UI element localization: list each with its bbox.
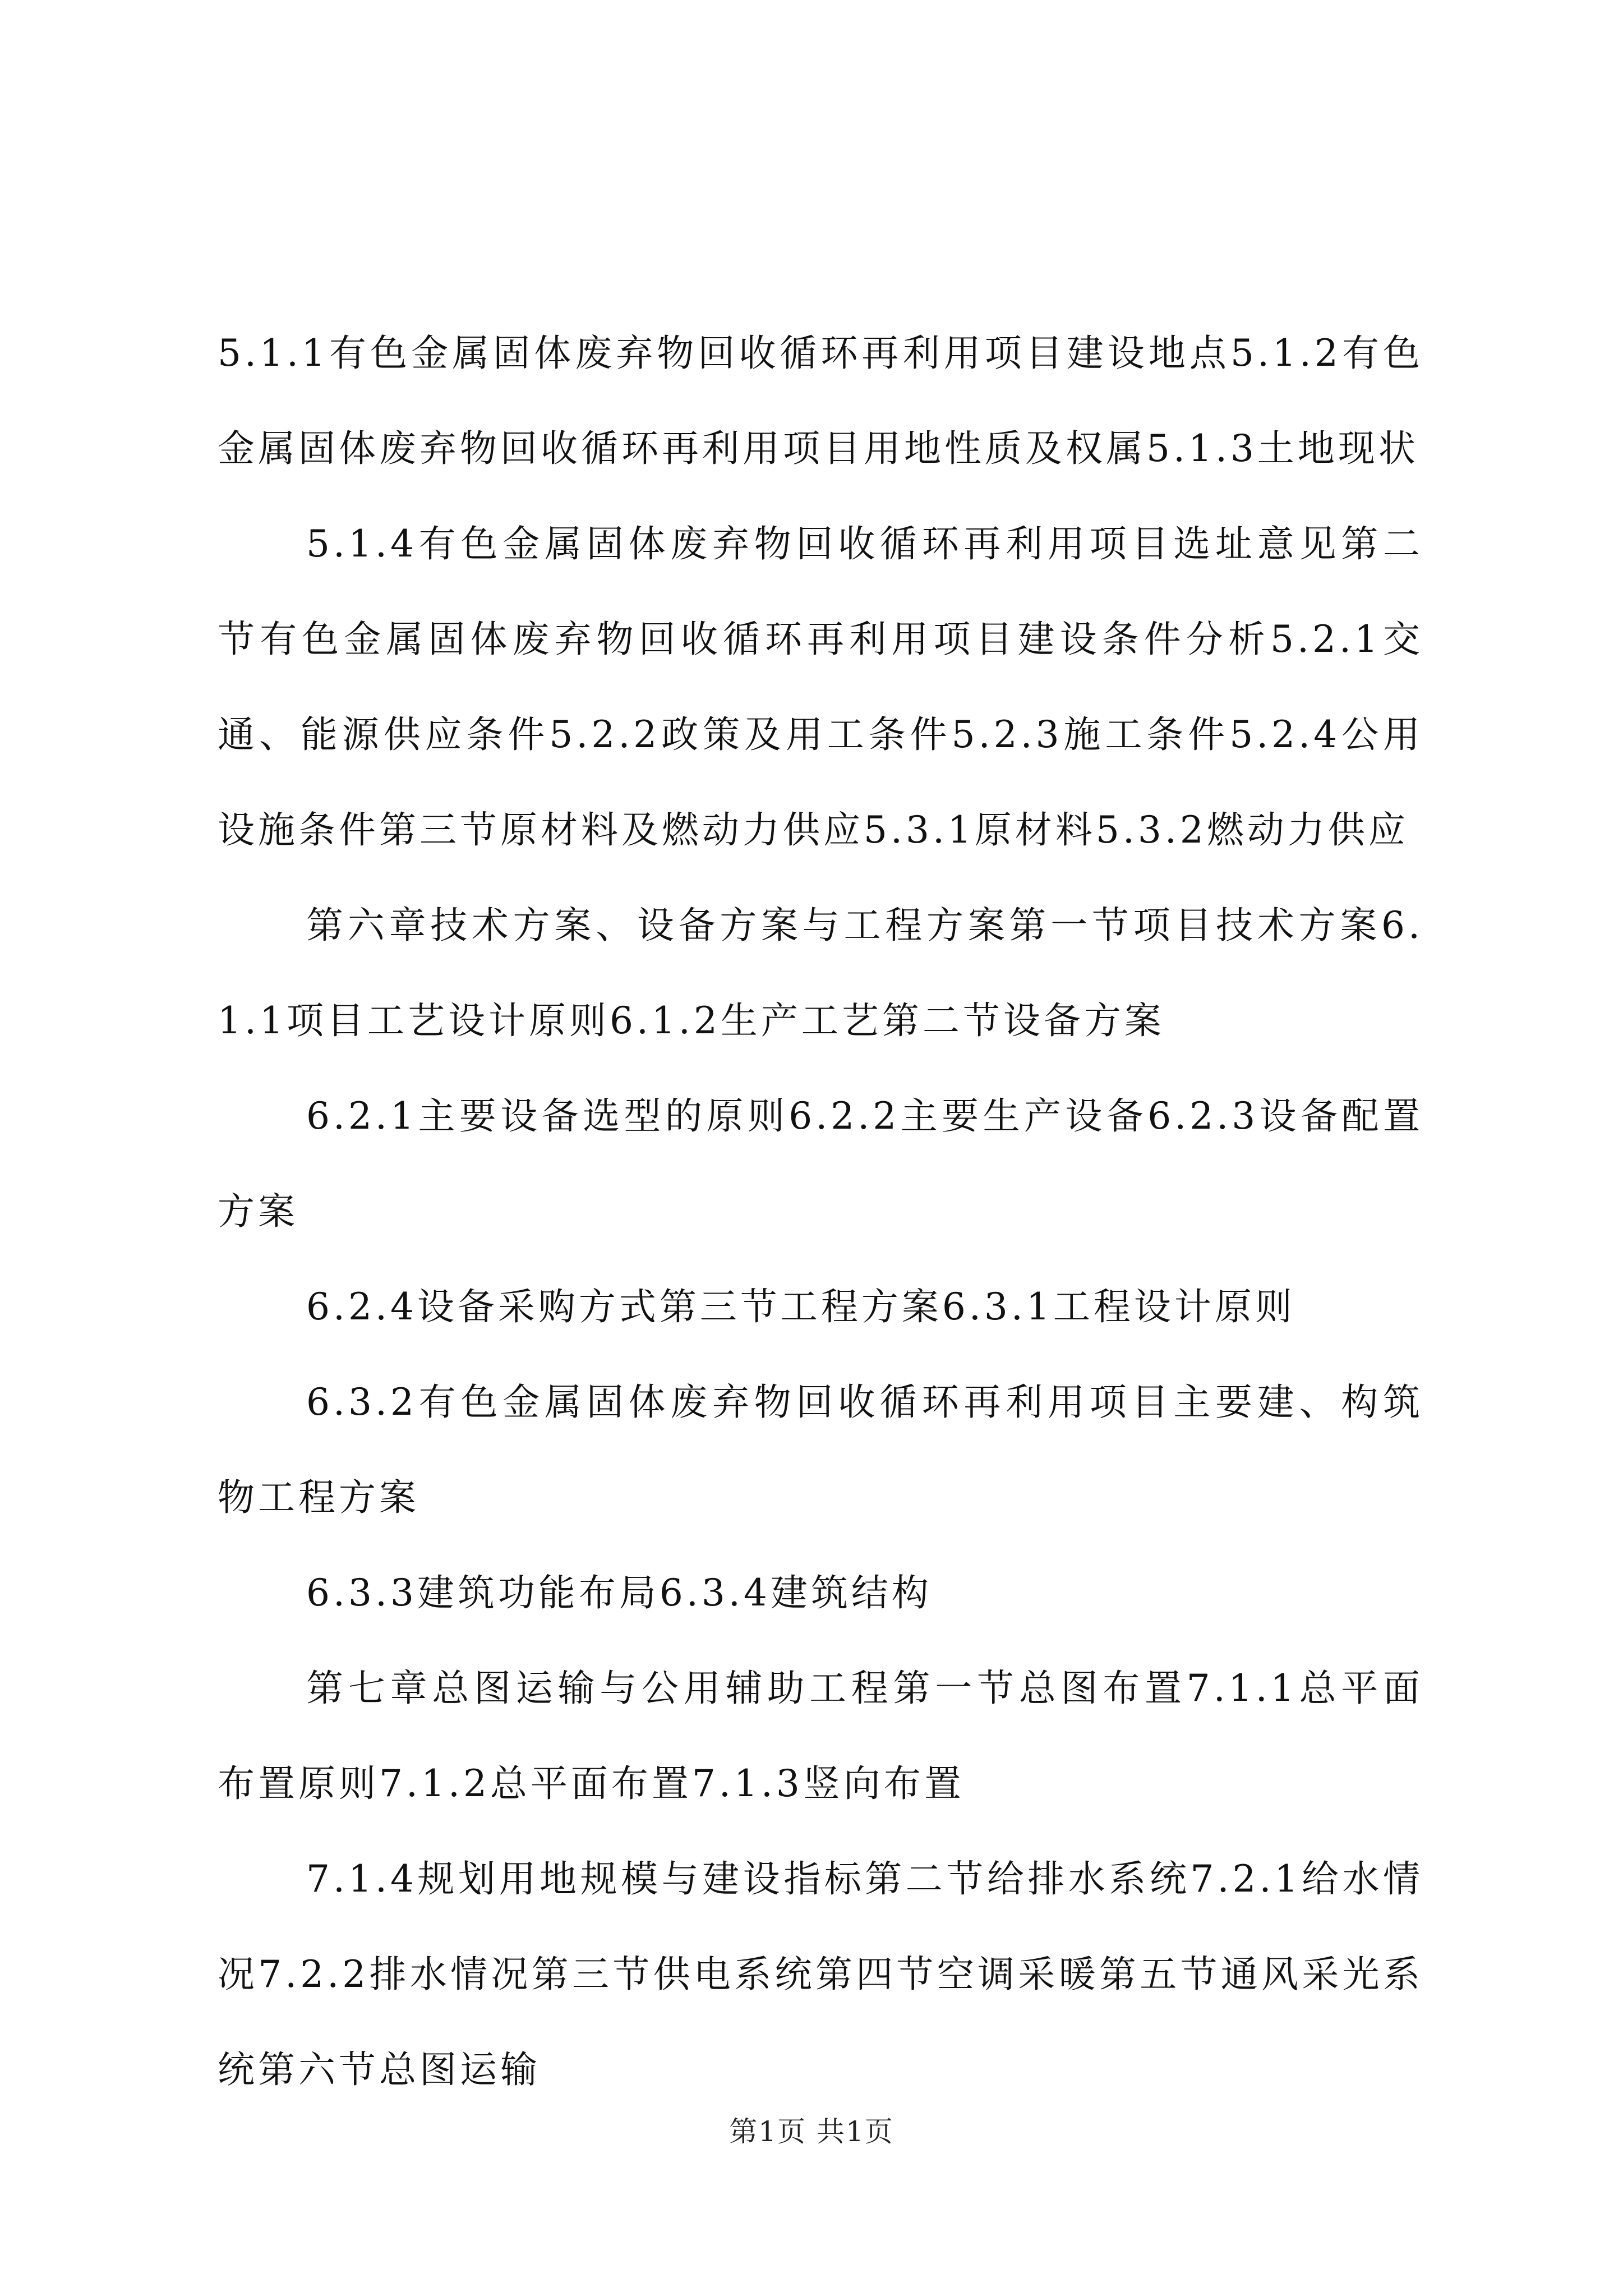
paragraph-5-1-4: 5.1.4有色金属固体废弃物回收循环再利用项目选址意见第二节有色金属固体废弃物回收循环再利用项目建设条件分析5.2.1交通、能源供应条件5.2.2政策及用工条件5.2.3施工条件5.2.4公用设施条件第三节原材料及燃动力供应5.3.1原材料5.3.2燃动力供应 [218,522,1423,852]
paragraph-6-3-3: 6.3.3建筑功能布局6.3.4建筑结构 [306,1571,932,1614]
paragraph-5-1-1: 5.1.1有色金属固体废弃物回收循环再利用项目建设地点5.1.2有色金属固体废弃物回收循环再利用项目用地性质及权属5.1.3土地现状 [218,332,1423,470]
paragraph-6-3-2: 6.3.2有色金属固体废弃物回收循环再利用项目主要建、构筑物工程方案 [218,1381,1423,1519]
page-footer: 第1页 共1页 [729,2115,894,2148]
paragraph-chapter-7: 第七章总图运输与公用辅助工程第一节总图布置7.1.1总平面布置原则7.1.2总平面布置7.1.3竖向布置 [218,1667,1423,1805]
paragraph-chapter-6: 第六章技术方案、设备方案与工程方案第一节项目技术方案6.1.1项目工艺设计原则6.1.2生产工艺第二节设备方案 [218,904,1423,1042]
paragraph-6-2-1: 6.2.1主要设备选型的原则6.2.2主要生产设备6.2.3设备配置方案 [218,1094,1423,1233]
document-body [218,306,1423,2118]
paragraph-6-2-4: 6.2.4设备采购方式第三节工程方案6.3.1工程设计原则 [306,1285,1295,1328]
paragraph-7-1-4: 7.1.4规划用地规模与建设指标第二节给排水系统7.2.1给水情况7.2.2排水情况第三节供电系统第四节空调采暖第五节通风采光系统第六节总图运输 [218,1857,1423,2091]
